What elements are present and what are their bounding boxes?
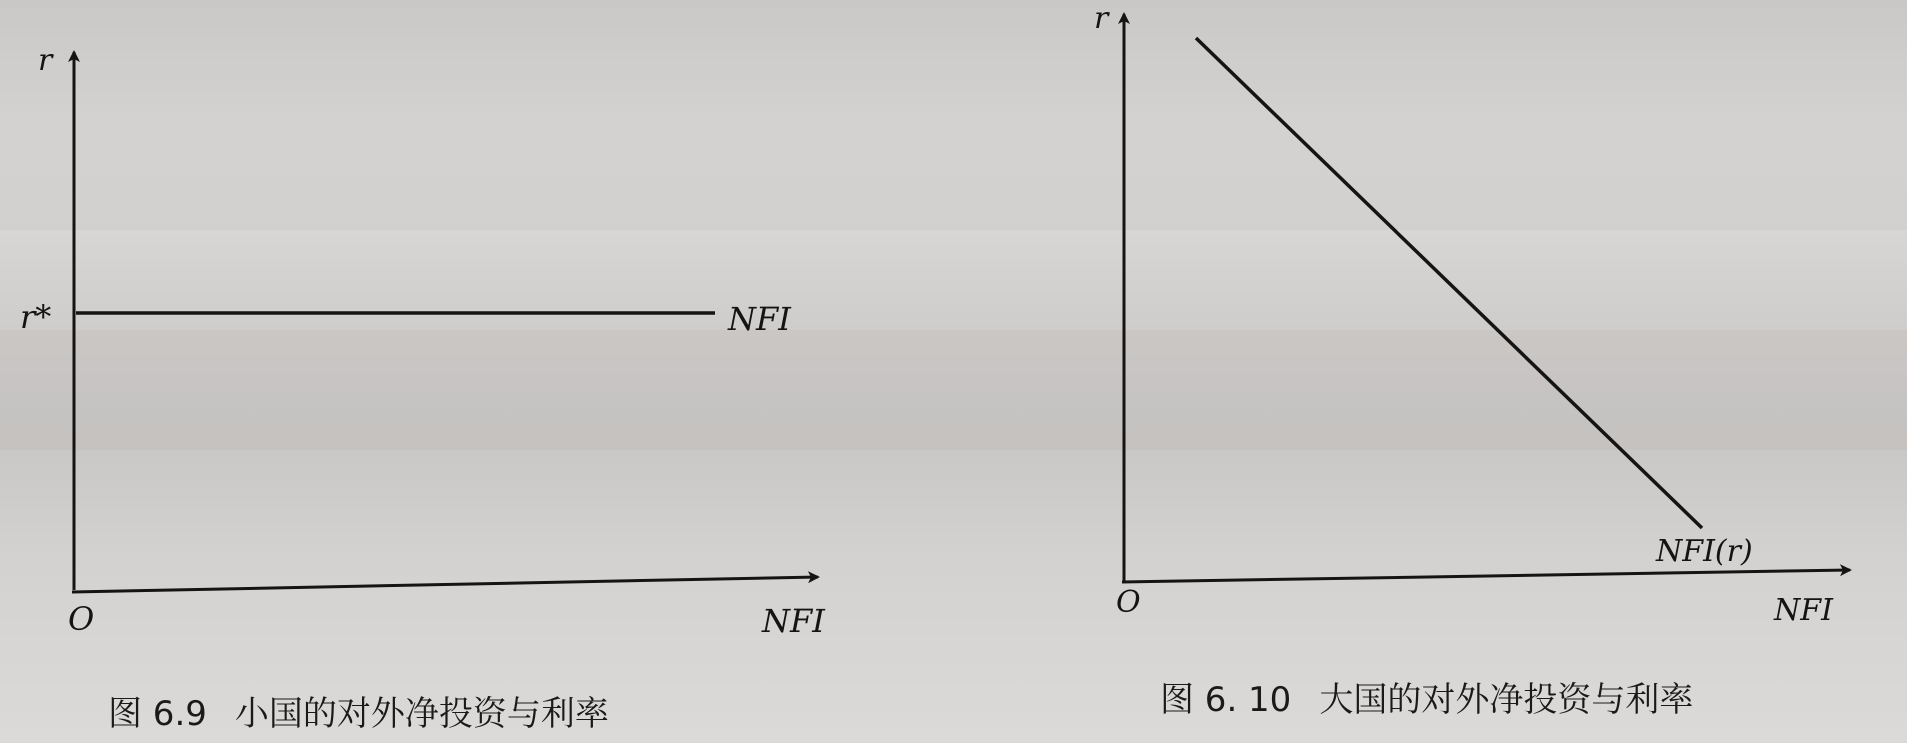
left-caption-number: 图 6.9 (108, 694, 207, 734)
figure-small-country (20, 43, 826, 640)
left-figure-caption (108, 686, 609, 735)
left-origin-label: O (68, 600, 95, 638)
left-curve-label: NFI (728, 300, 791, 338)
right-caption-number: 图 6. 10 (1160, 680, 1292, 720)
right-figure-caption (1160, 672, 1693, 721)
left-x-axis (72, 577, 818, 592)
figure-large-country (1094, 1, 1850, 628)
left-caption-title: 小国的对外净投资与利率 (234, 694, 609, 734)
right-nfi-sloping-line (1196, 38, 1702, 528)
left-y-axis-label: r (38, 43, 53, 78)
right-y-axis-label: r (1094, 1, 1109, 36)
right-x-axis (1122, 570, 1850, 582)
right-x-axis-label: NFI (1774, 593, 1833, 628)
left-x-axis-label: NFI (762, 602, 825, 640)
right-origin-label: O (1116, 585, 1141, 620)
right-curve-label: NFI(r) (1656, 534, 1753, 569)
right-caption-title: 大国的对外净投资与利率 (1319, 680, 1694, 720)
left-rate-label: r* (20, 298, 52, 336)
